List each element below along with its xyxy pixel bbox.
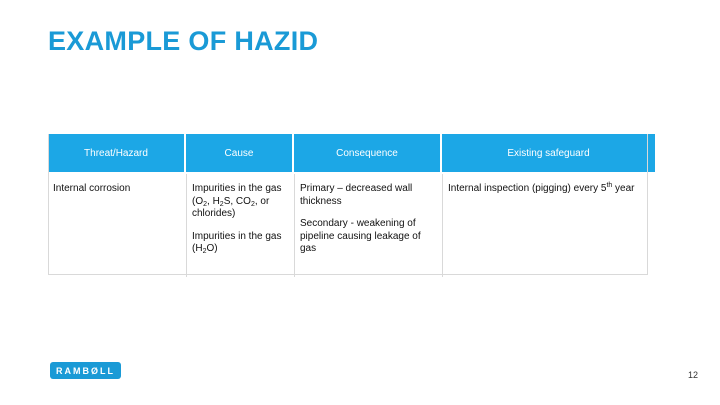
cell-safeguard — [442, 174, 655, 277]
consequence-secondary: Secondary - weakening of pipeline causing leakage of gas — [300, 218, 421, 254]
cell-cause — [186, 174, 292, 277]
hazard-text: Internal corrosion — [53, 183, 131, 194]
cause-item-2: Impurities in the gas $(H_2O)$ — [192, 230, 282, 255]
header-cause: Cause — [186, 134, 292, 172]
safeguard-text: Internal inspection (pigging) every 5th year — [448, 182, 635, 194]
cell-consequence — [294, 174, 440, 277]
ramboll-logo: RAMBØLL — [50, 362, 121, 379]
header-threat-hazard: Threat/Hazard — [48, 134, 184, 172]
header-existing-safeguard: Existing safeguard — [442, 134, 655, 172]
cell-hazard — [48, 174, 184, 277]
slide-title: EXAMPLE OF HAZID — [48, 26, 319, 56]
consequence-primary: Primary – decreased wall thickness — [300, 183, 413, 207]
page-number: 12 — [688, 370, 699, 380]
header-consequence: Consequence — [294, 134, 440, 172]
cause-item-1: Impurities in the gas ($O_2$, $H_2S$, $CO_2$, or chlorides) — [192, 183, 282, 219]
hazid-table — [48, 134, 649, 275]
